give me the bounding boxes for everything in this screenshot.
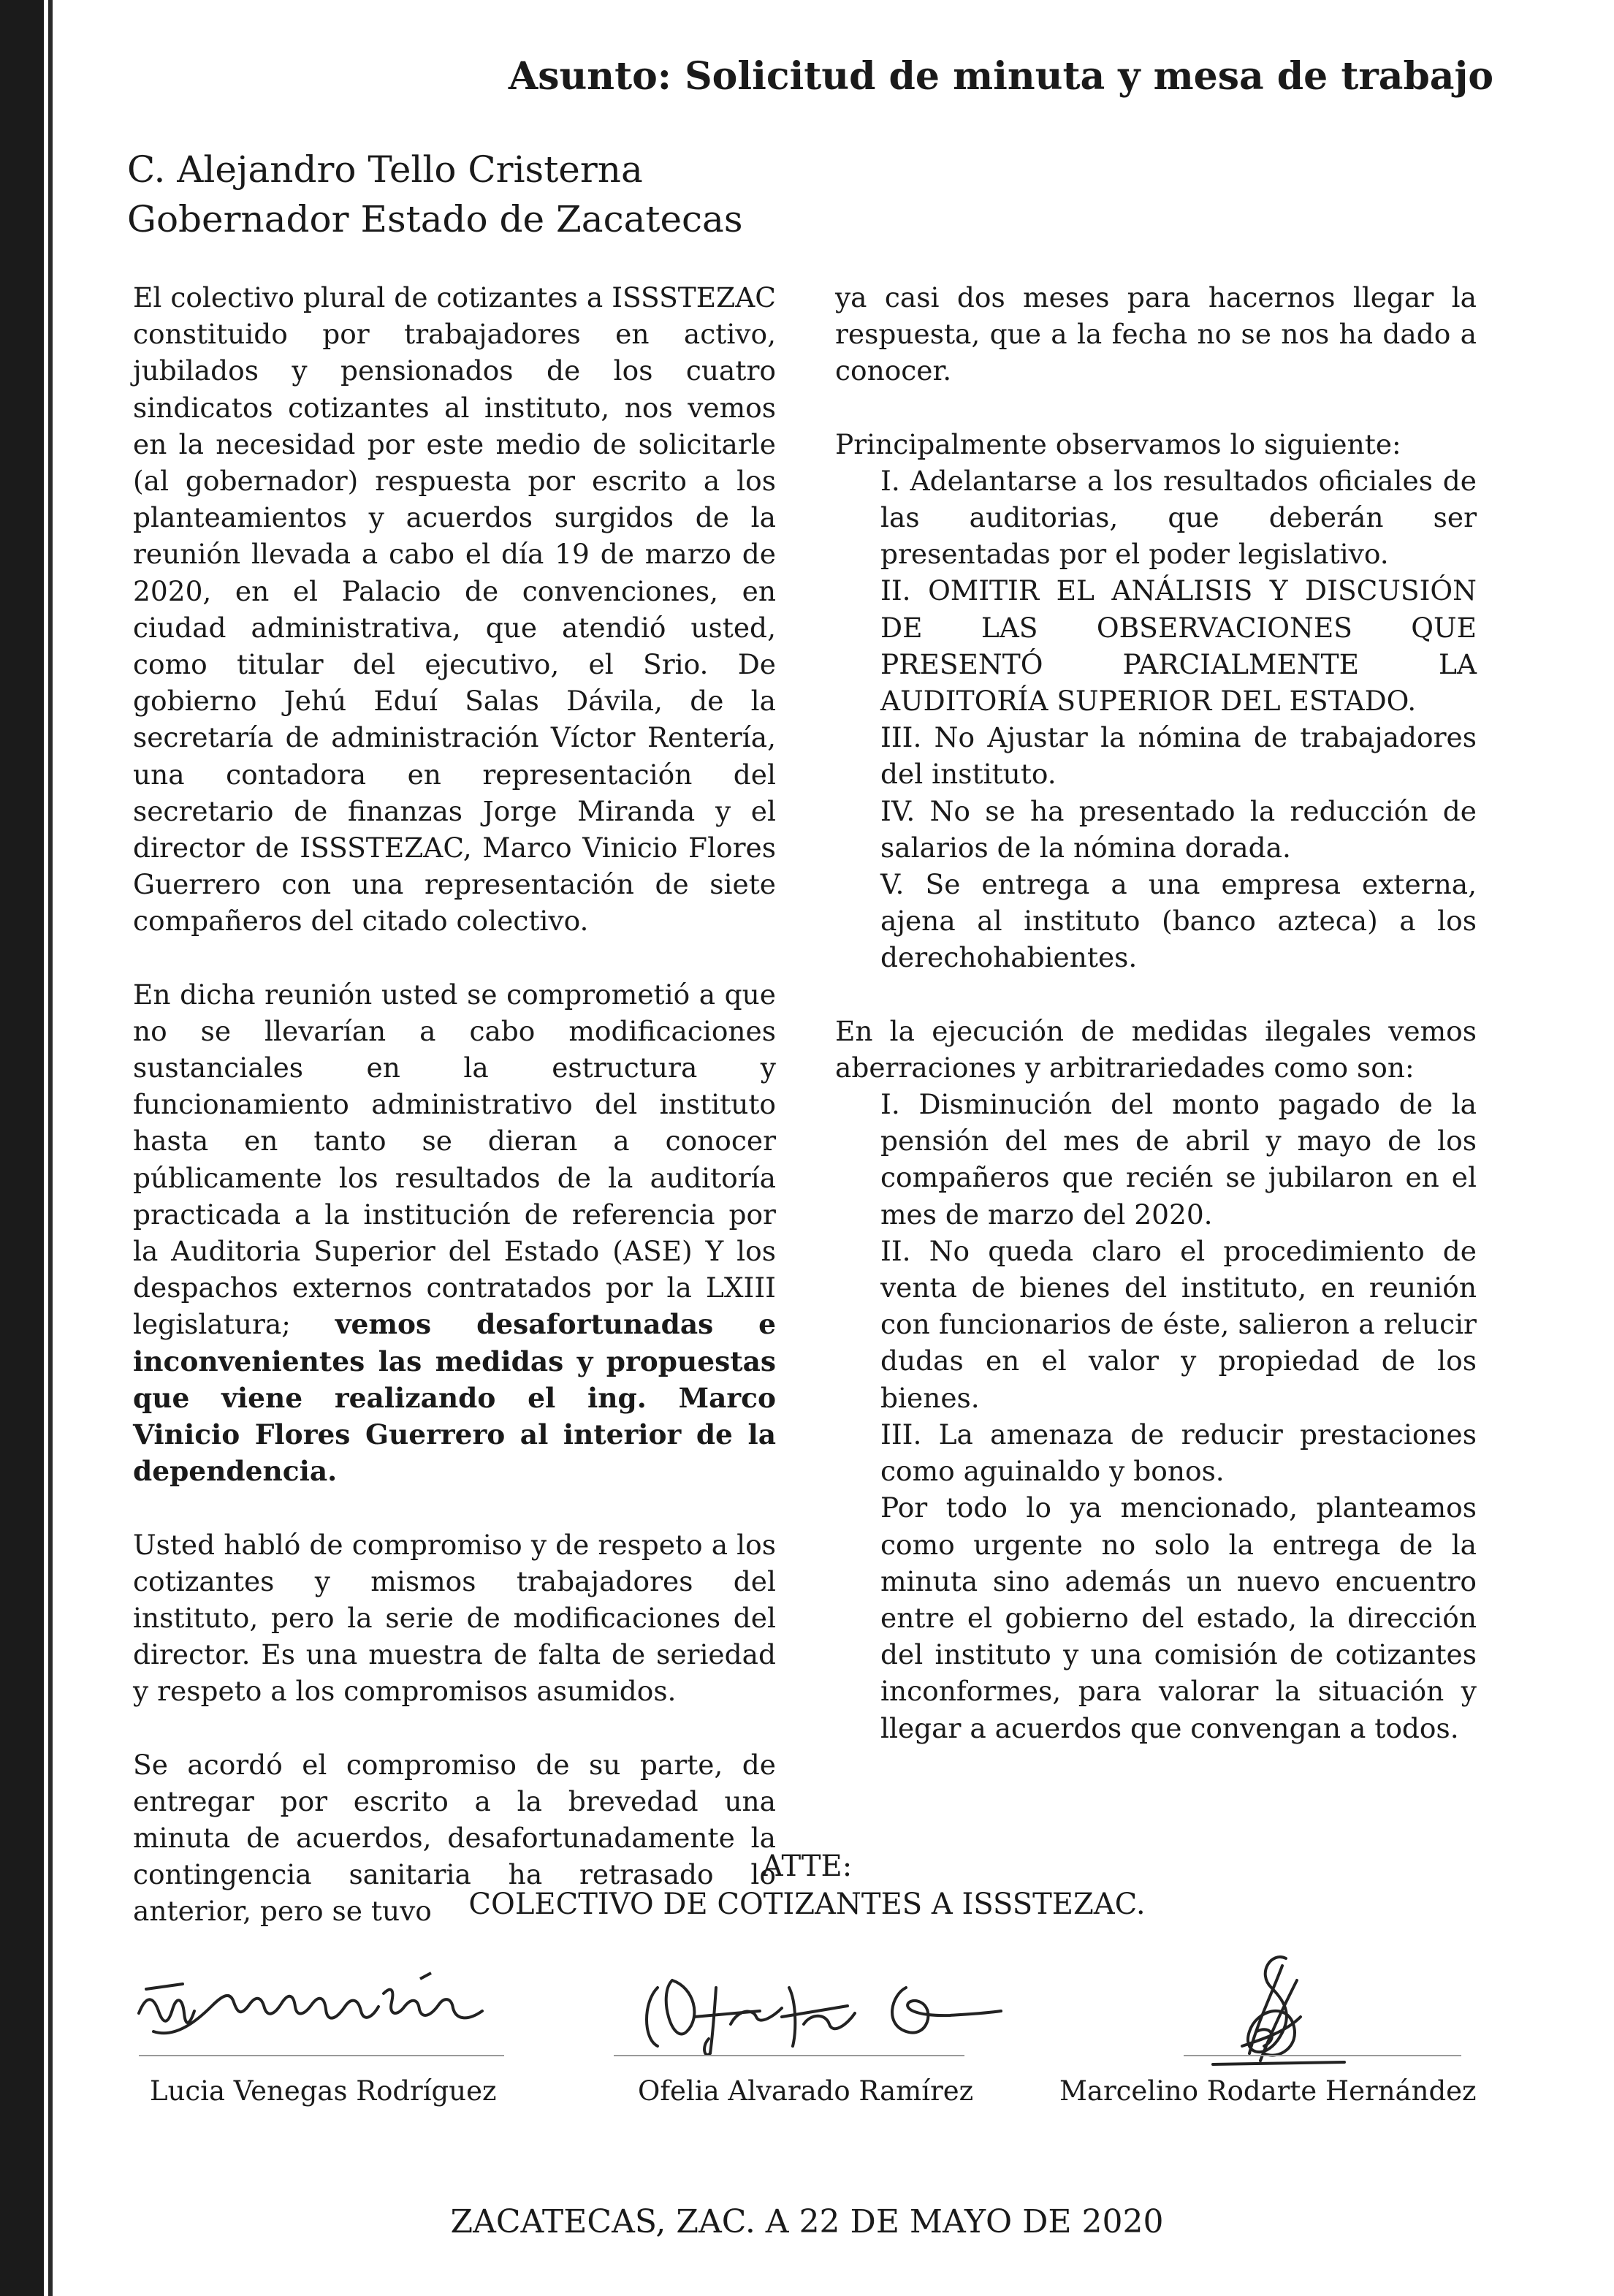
paragraph: Se acordó el compromiso de su parte, de entregar por escrito a la brevedad una minuta de acuerdos, desafortunadamente la contingencia sanitaria ha retrasado lo anterior, pero se tuvo bbox=[133, 1748, 776, 1928]
list-item: III. La amenaza de reducir prestaciones como aguinaldo y bonos. bbox=[880, 1418, 1477, 1488]
list-item: Por todo lo ya mencionado, planteamos como urgente no solo la entrega de la minuta sino además un nuevo encuentro entre el gobierno del estado, la dirección del instituto y una comisión de cotizantes inconformes, para valorar la situación y llegar a acuerdos que convengan a todos. bbox=[880, 1491, 1477, 1744]
paragraph bbox=[133, 976, 776, 1490]
paragraph: Usted habló de compromiso y de respeto a los cotizantes y mismos trabajadores del instituto, pero la serie de modificaciones del director. Es una muestra de falta de seriedad y respeto a los compromisos asumidos. bbox=[133, 1528, 776, 1708]
list-intro: En la ejecución de medidas ilegales vemos aberraciones y arbitrariedades como son: bbox=[835, 1014, 1477, 1084]
signature-line bbox=[1184, 2055, 1461, 2056]
page-left-border bbox=[0, 0, 44, 2296]
right-column bbox=[835, 279, 1477, 1746]
signature-line bbox=[139, 2055, 504, 2056]
signer-name: Lucia Venegas Rodríguez bbox=[150, 2075, 497, 2107]
recipient-title: Gobernador Estado de Zacatecas bbox=[127, 198, 743, 240]
paragraph: ya casi dos meses para hacernos llegar la respuesta, que a la fecha no se nos ha dado a conocer. bbox=[835, 281, 1477, 387]
signer-name: Marcelino Rodarte Hernández bbox=[1059, 2075, 1477, 2107]
paragraph-text: En dicha reunión usted se comprometió a que no se llevarían a cabo modificaciones sustanciales en la estructura y funcionamiento administrativo del instituto hasta en tanto se dieran a conocer públicamente los resultados de la auditoría practicada a la institución de referencia por la Auditoria Superior del Estado (ASE) Y los despachos externos contratados por la LXIII legislatura; bbox=[133, 978, 776, 1341]
list-item: I. Disminución del monto pagado de la pensión del mes de abril y mayo de los compañeros que recién se jubilaron en el mes de marzo del 2020. bbox=[880, 1088, 1477, 1231]
page-left-border-line bbox=[48, 0, 53, 2296]
signature-line bbox=[614, 2055, 964, 2056]
list-item: III. No Ajustar la nómina de trabajadores del instituto. bbox=[880, 721, 1477, 791]
closing-organization: COLECTIVO DE COTIZANTES A ISSSTEZAC. bbox=[468, 1888, 1146, 1921]
list-intro: Principalmente observamos lo siguiente: bbox=[835, 427, 1401, 460]
list-item: II. OMITIR EL ANÁLISIS Y DISCUSIÓN DE LAS OBSERVACIONES QUE PRESENTÓ PARCIALMENTE LA AUDITORÍA SUPERIOR DEL ESTADO. bbox=[880, 574, 1477, 718]
list-item: II. No queda claro el procedimiento de venta de bienes del instituto, en reunión con funcionarios de éste, salieron a relucir dudas en el valor y propiedad de los bienes. bbox=[880, 1234, 1477, 1414]
paragraph-bold-text: vemos desafortunadas e inconvenientes las medidas y propuestas que viene realizando el ing. Marco Vinicio Flores Guerrero al interior de la dependencia. bbox=[133, 1308, 777, 1488]
place-date: ZACATECAS, ZAC. A 22 DE MAYO DE 2020 bbox=[450, 2203, 1164, 2240]
list-item: IV. No se ha presentado la reducción de salarios de la nómina dorada. bbox=[880, 794, 1477, 864]
signer-name: Ofelia Alvarado Ramírez bbox=[638, 2075, 974, 2107]
recipient-name: C. Alejandro Tello Cristerna bbox=[127, 148, 643, 191]
closing-block bbox=[0, 1847, 1614, 1923]
list-item: V. Se entrega a una empresa externa, ajena al instituto (banco azteca) a los derechohabientes. bbox=[880, 868, 1477, 974]
paragraph: El colectivo plural de cotizantes a ISSSTEZAC constituido por trabajadores en activo, jubilados y pensionados de los cuatro sindicatos cotizantes al instituto, nos vemos en la necesidad por este medio de solicitarle (al gobernador) respuesta por escrito a los planteamientos y acuerdos surgidos de la reunión llevada a cabo el día 19 de marzo de 2020, en el Palacio de convenciones, en ciudad administrativa, que atendió usted, como titular del ejecutivo, el Srio. De gobierno Jehú Eduí Salas Dávila, de la secretaría de administración Víctor Rentería, una contadora en representación del secretario de finanzas Jorge Miranda y el director de ISSSTEZAC, Marco Vinicio Flores Guerrero con una representación de siete compañeros del citado colectivo. bbox=[133, 281, 776, 938]
closing-atte: ATTE: bbox=[761, 1850, 853, 1883]
left-column bbox=[133, 279, 776, 1930]
list-item: I. Adelantarse a los resultados oficiales de las auditorias, que deberán ser presentadas por el poder legislativo. bbox=[880, 464, 1477, 571]
recipient-block bbox=[127, 145, 743, 244]
subject-heading: Asunto: Solicitud de minuta y mesa de trabajo bbox=[508, 54, 1493, 99]
